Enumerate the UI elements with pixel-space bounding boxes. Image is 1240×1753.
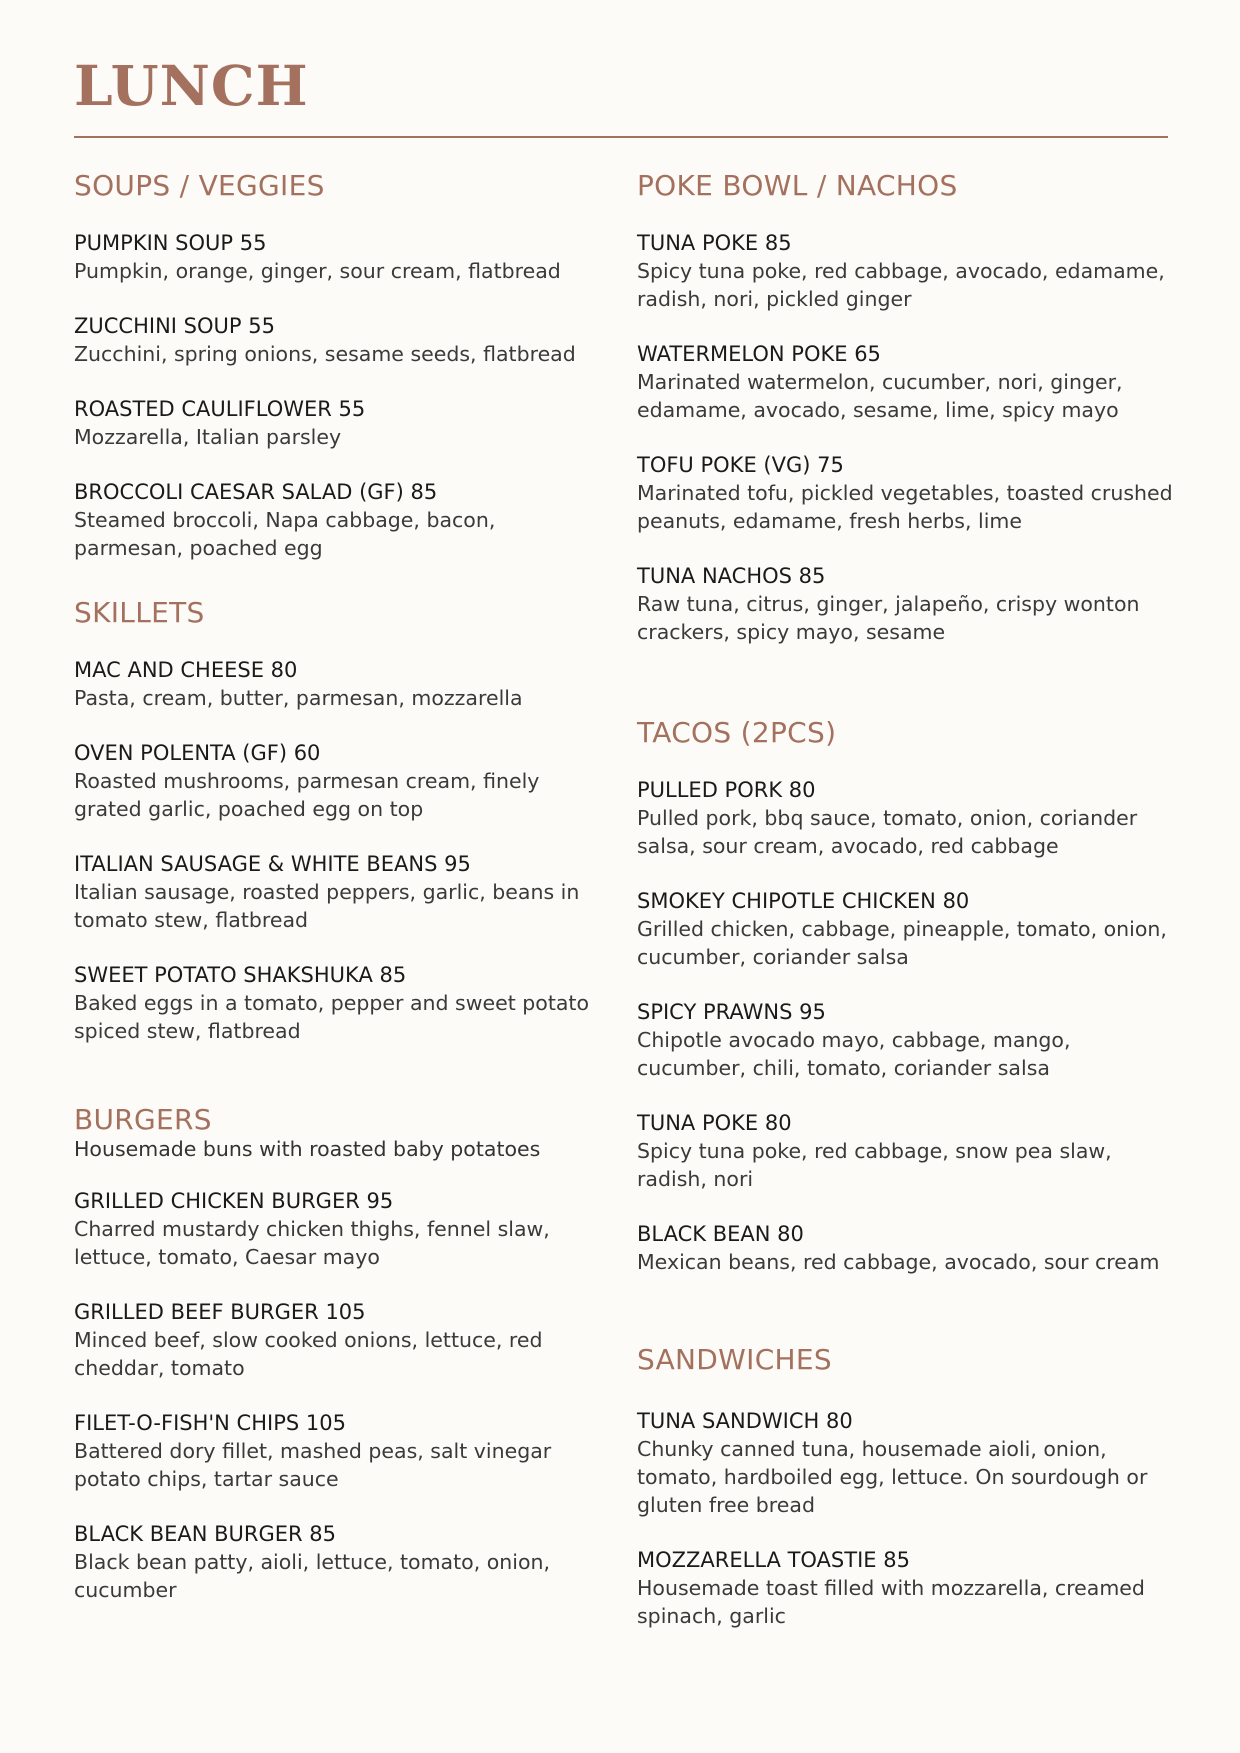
menu-item <box>74 961 594 1045</box>
menu-item-description: Grilled chicken, cabbage, pineapple, tomato, onion, cucumber, coriander salsa <box>637 917 1167 969</box>
item-list <box>74 1187 594 1604</box>
section-poke-bowl-nachos <box>637 169 1177 673</box>
menu-item <box>74 229 594 285</box>
menu-item <box>637 1546 1177 1630</box>
menu-item <box>637 776 1177 860</box>
menu-item-name: TUNA NACHOS 85 <box>637 564 826 588</box>
menu-item <box>637 451 1177 535</box>
menu-item-name: PUMPKIN SOUP 55 <box>74 231 267 255</box>
menu-item-description: Housemade toast filled with mozzarella, creamed spinach, garlic <box>637 1576 1145 1628</box>
menu-item <box>637 340 1177 424</box>
menu-item-description: Pulled pork, bbq sauce, tomato, onion, coriander salsa, sour cream, avocado, red cabbage <box>637 806 1138 858</box>
menu-item-description: Baked eggs in a tomato, pepper and sweet potato spiced stew, flatbread <box>74 991 590 1043</box>
menu-item-description: Roasted mushrooms, parmesan cream, finely grated garlic, poached egg on top <box>74 769 540 821</box>
menu-item-description: Steamed broccoli, Napa cabbage, bacon, parmesan, poached egg <box>74 508 496 560</box>
menu-item <box>637 562 1177 646</box>
section-title: SOUPS / VEGGIES <box>74 169 325 202</box>
menu-item-name: MAC AND CHEESE 80 <box>74 658 298 682</box>
menu-item-description: Minced beef, slow cooked onions, lettuce, red cheddar, tomato <box>74 1328 543 1380</box>
title-divider <box>74 136 1168 138</box>
menu-item-name: GRILLED CHICKEN BURGER 95 <box>74 1189 394 1213</box>
menu-item-name: ITALIAN SAUSAGE & WHITE BEANS 95 <box>74 852 471 876</box>
menu-item-name: FILET-O-FISH'N CHIPS 105 <box>74 1411 346 1435</box>
item-list <box>74 229 594 562</box>
menu-item-description: Spicy tuna poke, red cabbage, avocado, edamame, radish, nori, pickled ginger <box>637 259 1165 311</box>
item-list <box>637 229 1177 646</box>
menu-item-name: PULLED PORK 80 <box>637 778 816 802</box>
menu-item-description: Mexican beans, red cabbage, avocado, sour cream <box>637 1250 1160 1274</box>
section-title: BURGERS <box>74 1103 212 1136</box>
menu-item-description: Raw tuna, citrus, ginger, jalapeño, crispy wonton crackers, spicy mayo, sesame <box>637 592 1140 644</box>
section-title: POKE BOWL / NACHOS <box>637 169 958 202</box>
menu-item <box>74 1298 594 1382</box>
menu-item-description: Pasta, cream, butter, parmesan, mozzarella <box>74 686 523 710</box>
menu-item <box>637 1407 1177 1519</box>
menu-item-description: Spicy tuna poke, red cabbage, snow pea slaw, radish, nori <box>637 1139 1112 1191</box>
section-tacos <box>637 716 1177 1303</box>
section-sandwiches <box>637 1343 1177 1657</box>
menu-item <box>637 998 1177 1082</box>
menu-item-description: Pumpkin, orange, ginger, sour cream, flatbread <box>74 259 561 283</box>
section-title: SKILLETS <box>74 596 205 629</box>
menu-item-name: BROCCOLI CAESAR SALAD (GF) 85 <box>74 480 438 504</box>
menu-item-name: ZUCCHINI SOUP 55 <box>74 314 275 338</box>
menu-item <box>637 1220 1177 1276</box>
section-title: TACOS (2PCS) <box>637 716 837 749</box>
menu-item-description: Marinated tofu, pickled vegetables, toasted crushed peanuts, edamame, fresh herbs, lime <box>637 481 1173 533</box>
menu-item <box>74 850 594 934</box>
menu-item-description: Charred mustardy chicken thighs, fennel slaw, lettuce, tomato, Caesar mayo <box>74 1217 550 1269</box>
menu-item-name: BLACK BEAN 80 <box>637 1222 804 1246</box>
menu-item <box>74 656 594 712</box>
menu-item <box>74 1409 594 1493</box>
section-subtitle: Housemade buns with roasted baby potatoes <box>74 1137 541 1161</box>
item-list <box>74 656 594 1045</box>
menu-item <box>637 887 1177 971</box>
menu-item-description: Battered dory fillet, mashed peas, salt vinegar potato chips, tartar sauce <box>74 1439 552 1491</box>
menu-item-description: Chunky canned tuna, housemade aioli, onion, tomato, hardboiled egg, lettuce. On sourdough or gluten free bread <box>637 1437 1148 1517</box>
section-skillets <box>74 596 594 1072</box>
menu-item <box>637 229 1177 313</box>
menu-item-description: Italian sausage, roasted peppers, garlic, beans in tomato stew, flatbread <box>74 880 580 932</box>
menu-item <box>637 1109 1177 1193</box>
menu-item-name: SMOKEY CHIPOTLE CHICKEN 80 <box>637 889 970 913</box>
menu-item-name: BLACK BEAN BURGER 85 <box>74 1522 337 1546</box>
menu-item-name: OVEN POLENTA (GF) 60 <box>74 741 321 765</box>
menu-item-name: TUNA SANDWICH 80 <box>637 1409 853 1433</box>
menu-item <box>74 1520 594 1604</box>
menu-item <box>74 312 594 368</box>
menu-item-name: GRILLED BEEF BURGER 105 <box>74 1300 366 1324</box>
menu-item-name: SWEET POTATO SHAKSHUKA 85 <box>74 963 407 987</box>
menu-item-name: MOZZARELLA TOASTIE 85 <box>637 1548 910 1572</box>
section-burgers <box>74 1103 594 1631</box>
menu-item-description: Black bean patty, aioli, lettuce, tomato, onion, cucumber <box>74 1550 551 1602</box>
menu-item <box>74 739 594 823</box>
menu-item <box>74 395 594 451</box>
section-title: SANDWICHES <box>637 1343 832 1376</box>
menu-item <box>74 1187 594 1271</box>
menu-item-name: SPICY PRAWNS 95 <box>637 1000 826 1024</box>
menu-item-name: ROASTED CAULIFLOWER 55 <box>74 397 366 421</box>
menu-item-name: WATERMELON POKE 65 <box>637 342 881 366</box>
menu-item-description: Mozzarella, Italian parsley <box>74 425 342 449</box>
menu-item-description: Zucchini, spring onions, sesame seeds, flatbread <box>74 342 576 366</box>
menu-item-description: Chipotle avocado mayo, cabbage, mango, cucumber, chili, tomato, coriander salsa <box>637 1028 1071 1080</box>
menu-item-name: TUNA POKE 80 <box>637 1111 792 1135</box>
menu-item-name: TOFU POKE (VG) 75 <box>637 453 844 477</box>
page-title: LUNCH <box>74 53 309 118</box>
item-list <box>637 776 1177 1276</box>
item-list <box>637 1407 1177 1630</box>
menu-item <box>74 478 594 562</box>
menu-item-description: Marinated watermelon, cucumber, nori, ginger, edamame, avocado, sesame, lime, spicy mayo <box>637 370 1123 422</box>
menu-item-name: TUNA POKE 85 <box>637 231 792 255</box>
section-soups-veggies <box>74 169 594 589</box>
